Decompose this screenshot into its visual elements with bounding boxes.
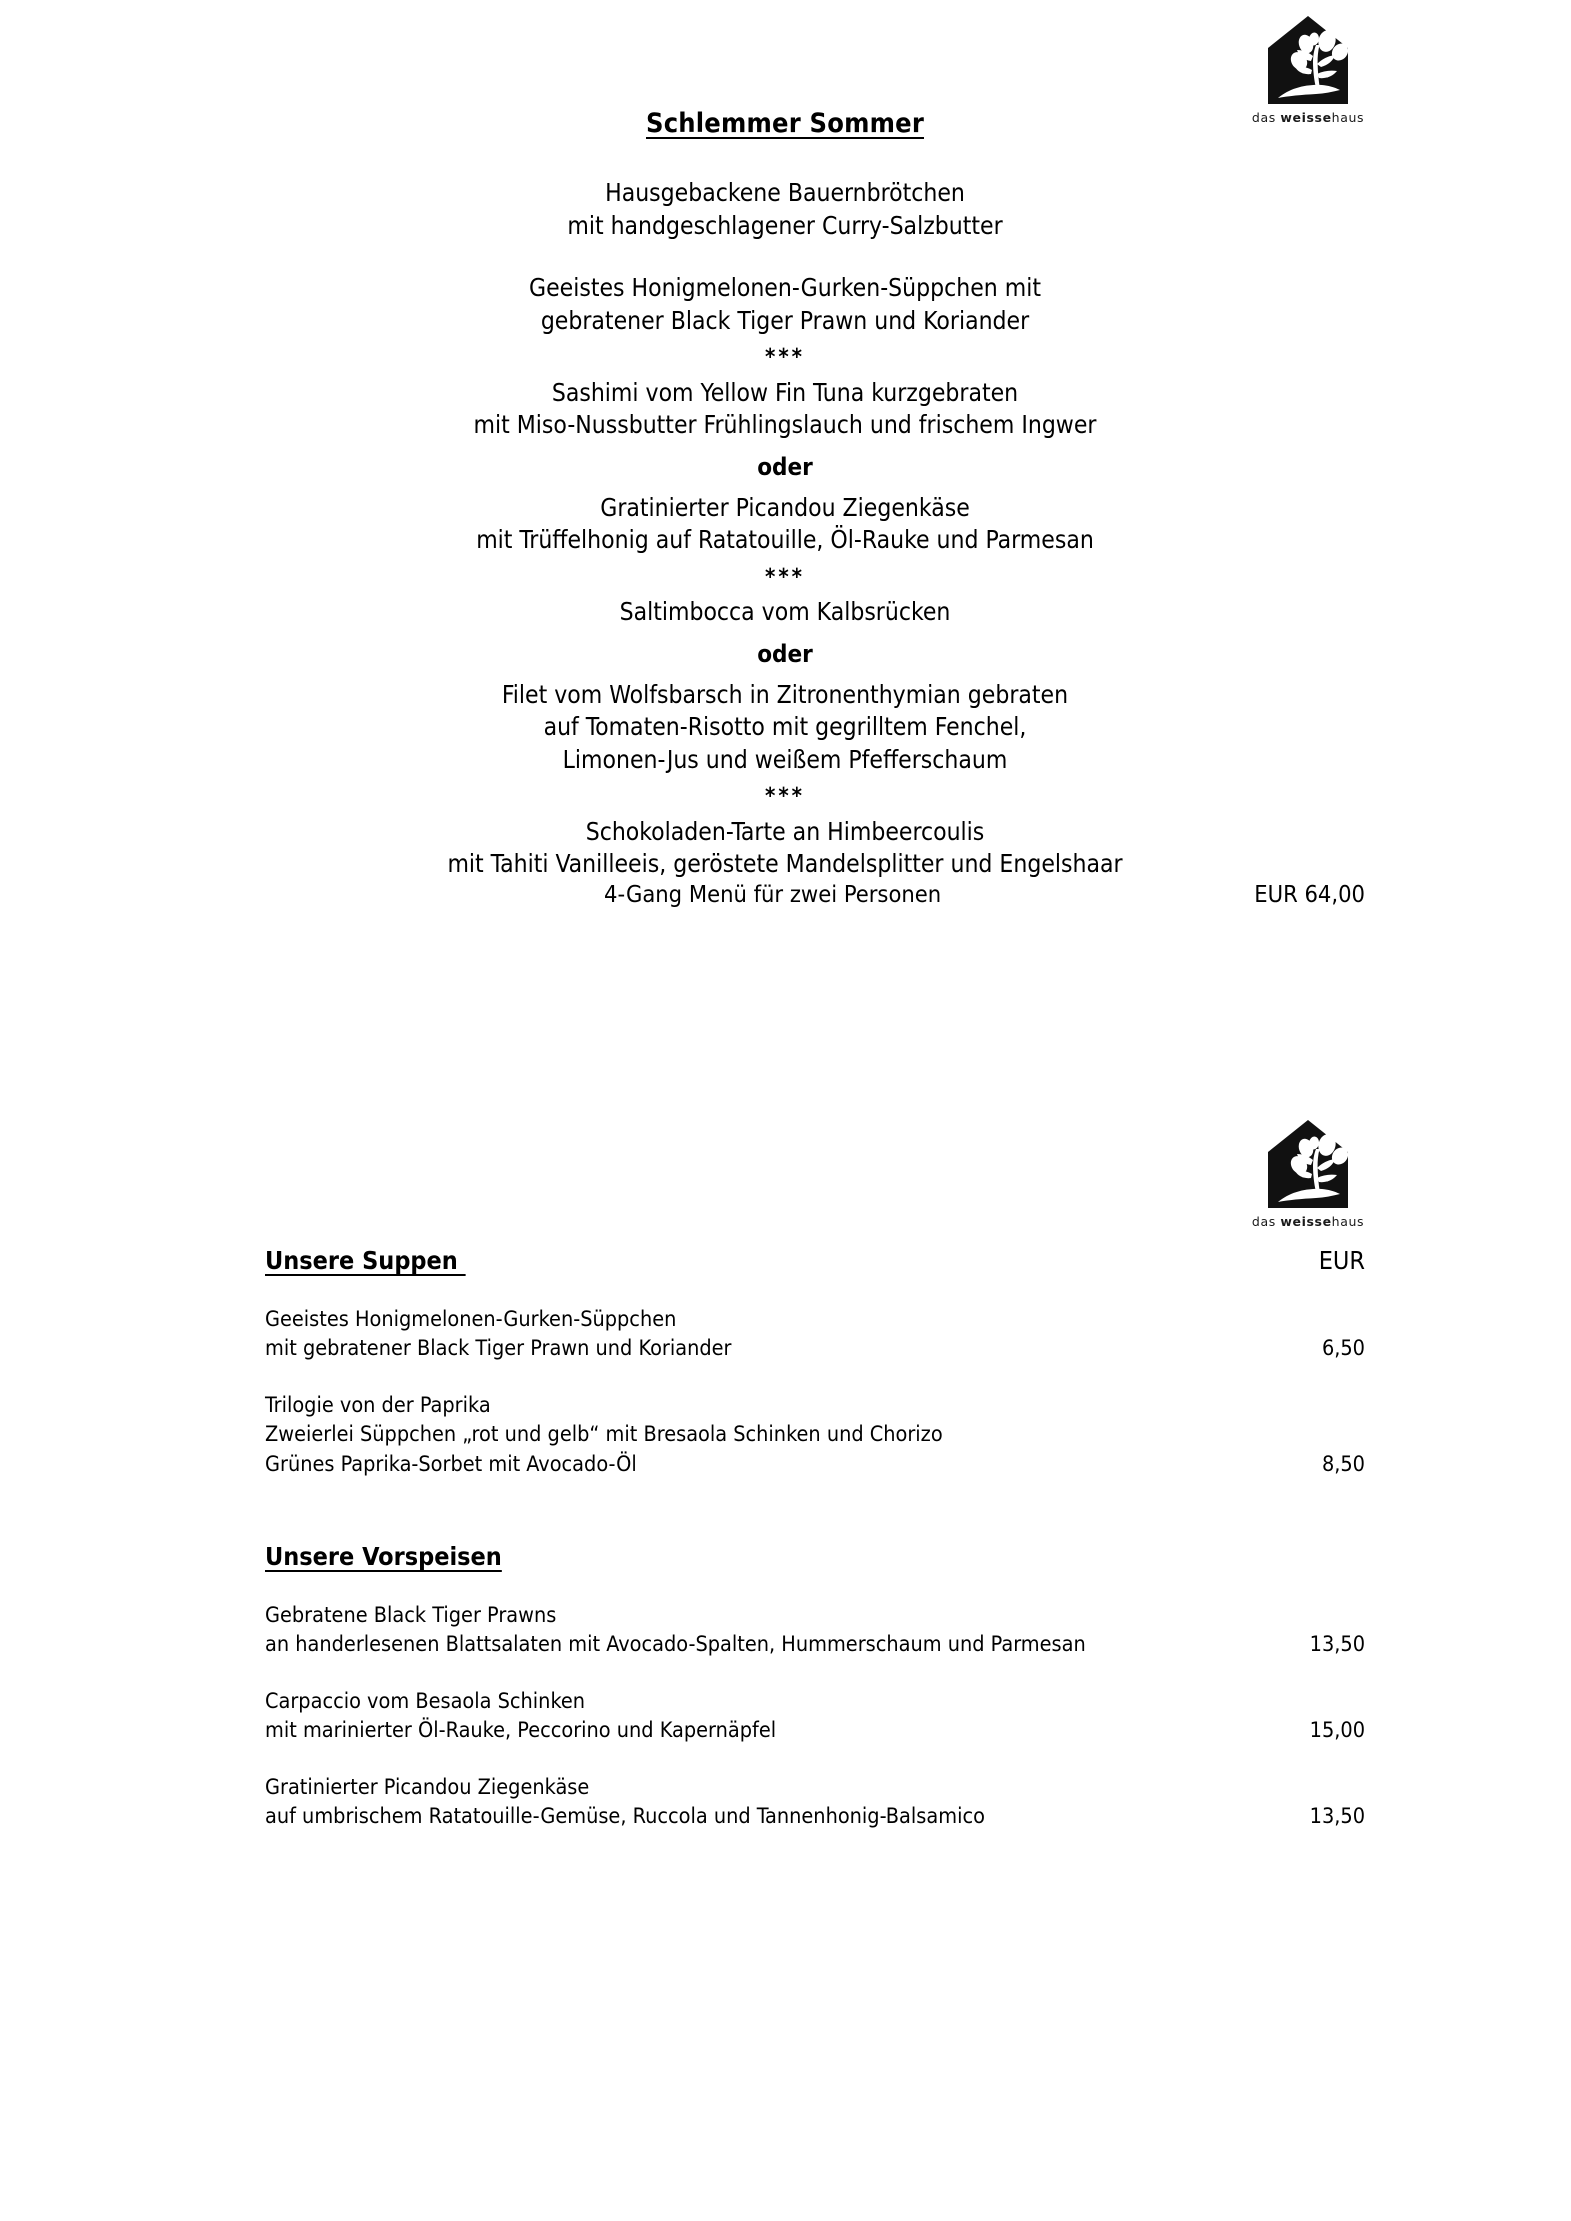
brand-word-2: weisse [1280, 1214, 1332, 1229]
brand-word-2: weisse [1280, 110, 1332, 125]
course-line: Sashimi vom Yellow Fin Tuna kurzgebraten [551, 377, 1019, 407]
section-header [265, 1246, 1365, 1275]
menu-item-line: mit gebratener Black Tiger Prawn und Koriander [265, 1336, 732, 1362]
menu-item-line: mit marinierter Öl-Rauke, Peccorino und Kapernäpfel [265, 1718, 777, 1744]
course-line: mit Tahiti Vanilleeis, geröstete Mandelsplitter und Engelshaar [447, 849, 1123, 879]
course-starter-b [230, 492, 1340, 557]
set-menu-title: Schlemmer Sommer [646, 108, 924, 139]
menu-item-description [265, 1305, 732, 1364]
menu-item-description [265, 1687, 776, 1746]
course-main-b [230, 679, 1340, 777]
course-line: auf Tomaten-Risotto mit gegrilltem Fenchel, [543, 712, 1027, 742]
set-menu-price-label: 4-Gang Menü für zwei Personen [604, 880, 942, 908]
brand-word-1: das [1251, 1214, 1281, 1229]
menu-item [265, 1687, 1365, 1746]
course-dessert [230, 816, 1340, 881]
currency-label: EUR [1318, 1246, 1365, 1275]
brand-logo-middle [1249, 1118, 1367, 1229]
menu-item [265, 1305, 1365, 1364]
menu-item-price: 13,50 [1309, 1632, 1365, 1658]
course-line: Hausgebackene Bauernbrötchen [605, 178, 965, 207]
course-line: mit Miso-Nussbutter Frühlingslauch und frischem Ingwer [473, 410, 1097, 440]
course-line: Geeistes Honigmelonen-Gurken-Süppchen mit [529, 273, 1041, 303]
menu-item-line: auf umbrischem Ratatouille-Gemüse, Ruccola und Tannenhonig-Balsamico [265, 1804, 985, 1830]
set-menu-price-row [230, 880, 1365, 908]
course-main-a [230, 596, 1340, 629]
section-title-soups: Unsere Suppen [265, 1246, 466, 1275]
course-starter-a [230, 377, 1340, 442]
menu-item-line: Carpaccio vom Besaola Schinken [265, 1688, 586, 1714]
course-separator: *** [764, 345, 806, 371]
course-line: gebratener Black Tiger Prawn und Koriander [540, 305, 1030, 335]
menu-item-price: 6,50 [1321, 1336, 1365, 1362]
course-amuse [230, 177, 1340, 242]
menu-item [265, 1391, 1365, 1479]
menu-item-price: 13,50 [1309, 1804, 1365, 1830]
menu-item-description [265, 1391, 943, 1479]
menu-item-line: Gebratene Black Tiger Prawns [265, 1603, 557, 1628]
soup-item-list [265, 1305, 1365, 1479]
course-line: Schokoladen-Tarte an Himbeercoulis [585, 816, 985, 846]
menu-item-line: Gratinierter Picandou Ziegenkäse [265, 1774, 590, 1800]
brand-word-3: haus [1331, 110, 1365, 125]
brand-wordmark [1249, 1214, 1367, 1229]
course-line: Filet vom Wolfsbarsch in Zitronenthymian gebraten [501, 679, 1069, 709]
section-starters [265, 1542, 1365, 1832]
section-header [265, 1542, 1365, 1571]
course-line: mit Trüffelhonig auf Ratatouille, Öl-Rauke und Parmesan [476, 525, 1094, 555]
brand-word-1: das [1251, 110, 1281, 125]
brand-word-3: haus [1331, 1214, 1365, 1229]
alternative-label: oder [757, 639, 813, 668]
section-soups [265, 1246, 1365, 1479]
course-soup [230, 272, 1340, 337]
menu-item [265, 1773, 1365, 1832]
menu-item-description [265, 1601, 1086, 1660]
house-tree-logo-icon [1256, 1118, 1360, 1210]
course-line: Gratinierter Picandou Ziegenkäse [600, 492, 970, 522]
menu-item-description [265, 1773, 985, 1832]
menu-item-line: Zweierlei Süppchen „rot und gelb“ mit Bresaola Schinken und Chorizo [265, 1422, 943, 1448]
menu-item-line: Grünes Paprika-Sorbet mit Avocado-Öl [265, 1451, 637, 1477]
set-menu [230, 108, 1340, 881]
starter-item-list [265, 1601, 1365, 1832]
course-line: Saltimbocca vom Kalbsrücken [619, 597, 951, 626]
course-separator: *** [764, 784, 806, 810]
menu-item-line: Geeistes Honigmelonen-Gurken-Süppchen [265, 1307, 677, 1332]
spacer [230, 242, 1340, 272]
course-separator: *** [764, 564, 806, 590]
set-menu-price-value: EUR 64,00 [1254, 880, 1365, 908]
menu-item-line: Trilogie von der Paprika [265, 1392, 491, 1418]
menu-item-price: 8,50 [1321, 1451, 1365, 1477]
house-tree-logo-icon [1256, 14, 1360, 106]
menu-item [265, 1601, 1365, 1660]
menu-item-line: an handerlesenen Blattsalaten mit Avocado-Spalten, Hummerschaum und Parmesan [265, 1632, 1086, 1658]
menu-item-price: 15,00 [1309, 1718, 1365, 1744]
section-title-starters: Unsere Vorspeisen [265, 1542, 502, 1571]
alternative-label: oder [757, 452, 813, 481]
course-line: mit handgeschlagener Curry-Salzbutter [567, 210, 1003, 240]
course-line: Limonen-Jus und weißem Pfefferschaum [562, 744, 1008, 774]
